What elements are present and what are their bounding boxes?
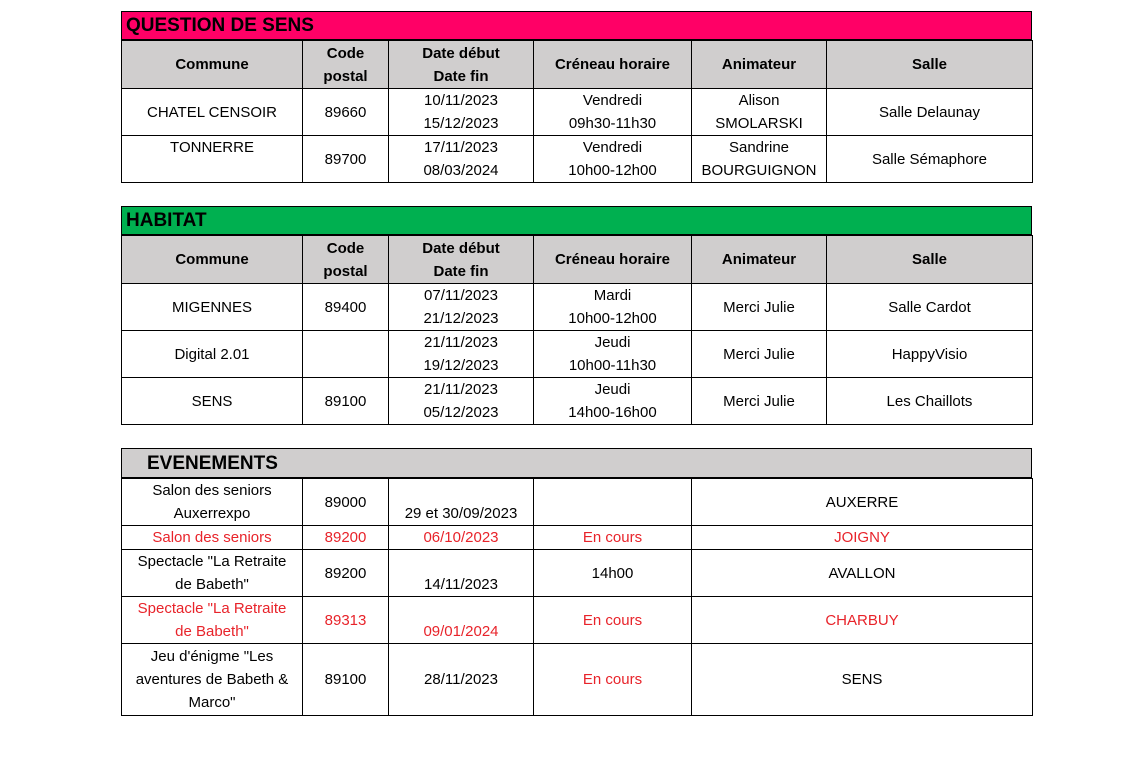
evenements-table <box>121 478 1033 716</box>
table-row <box>122 550 1033 597</box>
table-row <box>122 136 1033 183</box>
cell-salle: Salle Cardot <box>827 284 1033 331</box>
cell-lieu: AUXERRE <box>692 479 1033 526</box>
table-row <box>122 378 1033 425</box>
cell-code: 89200 <box>303 550 389 597</box>
section-title-evenements: EVENEMENTS <box>121 448 1032 478</box>
table-row <box>122 331 1033 378</box>
cell-animateur: Alison SMOLARSKI <box>692 89 827 136</box>
section-evenements <box>121 448 1032 716</box>
header-salle: Salle <box>827 41 1033 89</box>
cell-animateur: Merci Julie <box>692 378 827 425</box>
cell-animateur: Sandrine BOURGUIGNON <box>692 136 827 183</box>
cell-date: 14/11/2023 <box>389 550 534 597</box>
cell-creneau: En cours <box>534 644 692 716</box>
cell-animateur: Merci Julie <box>692 331 827 378</box>
section-question-de-sens <box>121 11 1032 183</box>
section-title-question-de-sens: QUESTION DE SENS <box>121 11 1032 40</box>
cell-lieu: AVALLON <box>692 550 1033 597</box>
cell-code: 89313 <box>303 597 389 644</box>
section-title-habitat: HABITAT <box>121 206 1032 235</box>
cell-date: 06/10/2023 <box>389 526 534 550</box>
cell-creneau: Mardi 10h00-12h00 <box>534 284 692 331</box>
cell-date: 29 et 30/09/2023 <box>389 479 534 526</box>
cell-lieu: CHARBUY <box>692 597 1033 644</box>
table-row <box>122 479 1033 526</box>
cell-code: 89400 <box>303 284 389 331</box>
cell-dates: 21/11/2023 19/12/2023 <box>389 331 534 378</box>
cell-lieu: SENS <box>692 644 1033 716</box>
cell-evenement: Salon des seniors <box>122 526 303 550</box>
cell-evenement: Salon des seniors Auxerrexpo <box>122 479 303 526</box>
header-animateur: Animateur <box>692 236 827 284</box>
cell-animateur: Merci Julie <box>692 284 827 331</box>
header-dates: Date début Date fin <box>389 236 534 284</box>
cell-lieu: JOIGNY <box>692 526 1033 550</box>
cell-creneau: Vendredi 09h30-11h30 <box>534 89 692 136</box>
cell-creneau: En cours <box>534 597 692 644</box>
cell-creneau: Vendredi 10h00-12h00 <box>534 136 692 183</box>
cell-dates: 17/11/2023 08/03/2024 <box>389 136 534 183</box>
cell-commune: Digital 2.01 <box>122 331 303 378</box>
cell-dates: 10/11/2023 15/12/2023 <box>389 89 534 136</box>
cell-evenement: Jeu d'énigme "Les aventures de Babeth & Marco" <box>122 644 303 716</box>
table-row <box>122 284 1033 331</box>
question-de-sens-table <box>121 40 1033 183</box>
cell-salle: Salle Delaunay <box>827 89 1033 136</box>
table-row-highlighted <box>122 597 1033 644</box>
cell-creneau: Jeudi 10h00-11h30 <box>534 331 692 378</box>
table-header-row <box>122 41 1033 89</box>
cell-code <box>303 331 389 378</box>
table-row <box>122 644 1033 716</box>
cell-salle: HappyVisio <box>827 331 1033 378</box>
cell-salle: Les Chaillots <box>827 378 1033 425</box>
cell-salle: Salle Sémaphore <box>827 136 1033 183</box>
cell-code: 89100 <box>303 378 389 425</box>
header-code-postal: Code postal <box>303 236 389 284</box>
cell-creneau <box>534 479 692 526</box>
header-creneau: Créneau horaire <box>534 236 692 284</box>
cell-commune: MIGENNES <box>122 284 303 331</box>
header-animateur: Animateur <box>692 41 827 89</box>
cell-code: 89660 <box>303 89 389 136</box>
section-habitat <box>121 206 1032 425</box>
cell-commune: CHATEL CENSOIR <box>122 89 303 136</box>
table-row-highlighted <box>122 526 1033 550</box>
cell-creneau: Jeudi 14h00-16h00 <box>534 378 692 425</box>
cell-evenement: Spectacle "La Retraite de Babeth" <box>122 550 303 597</box>
cell-creneau: 14h00 <box>534 550 692 597</box>
header-commune: Commune <box>122 41 303 89</box>
cell-creneau: En cours <box>534 526 692 550</box>
header-code-postal: Code postal <box>303 41 389 89</box>
cell-evenement: Spectacle "La Retraite de Babeth" <box>122 597 303 644</box>
table-header-row <box>122 236 1033 284</box>
cell-commune: SENS <box>122 378 303 425</box>
cell-dates: 07/11/2023 21/12/2023 <box>389 284 534 331</box>
header-creneau: Créneau horaire <box>534 41 692 89</box>
header-salle: Salle <box>827 236 1033 284</box>
cell-commune: TONNERRE <box>122 136 303 183</box>
cell-date: 09/01/2024 <box>389 597 534 644</box>
cell-date: 28/11/2023 <box>389 644 534 716</box>
cell-code: 89200 <box>303 526 389 550</box>
header-dates: Date début Date fin <box>389 41 534 89</box>
table-row <box>122 89 1033 136</box>
cell-code: 89100 <box>303 644 389 716</box>
cell-code: 89000 <box>303 479 389 526</box>
cell-dates: 21/11/2023 05/12/2023 <box>389 378 534 425</box>
habitat-table <box>121 235 1033 425</box>
header-commune: Commune <box>122 236 303 284</box>
cell-code: 89700 <box>303 136 389 183</box>
